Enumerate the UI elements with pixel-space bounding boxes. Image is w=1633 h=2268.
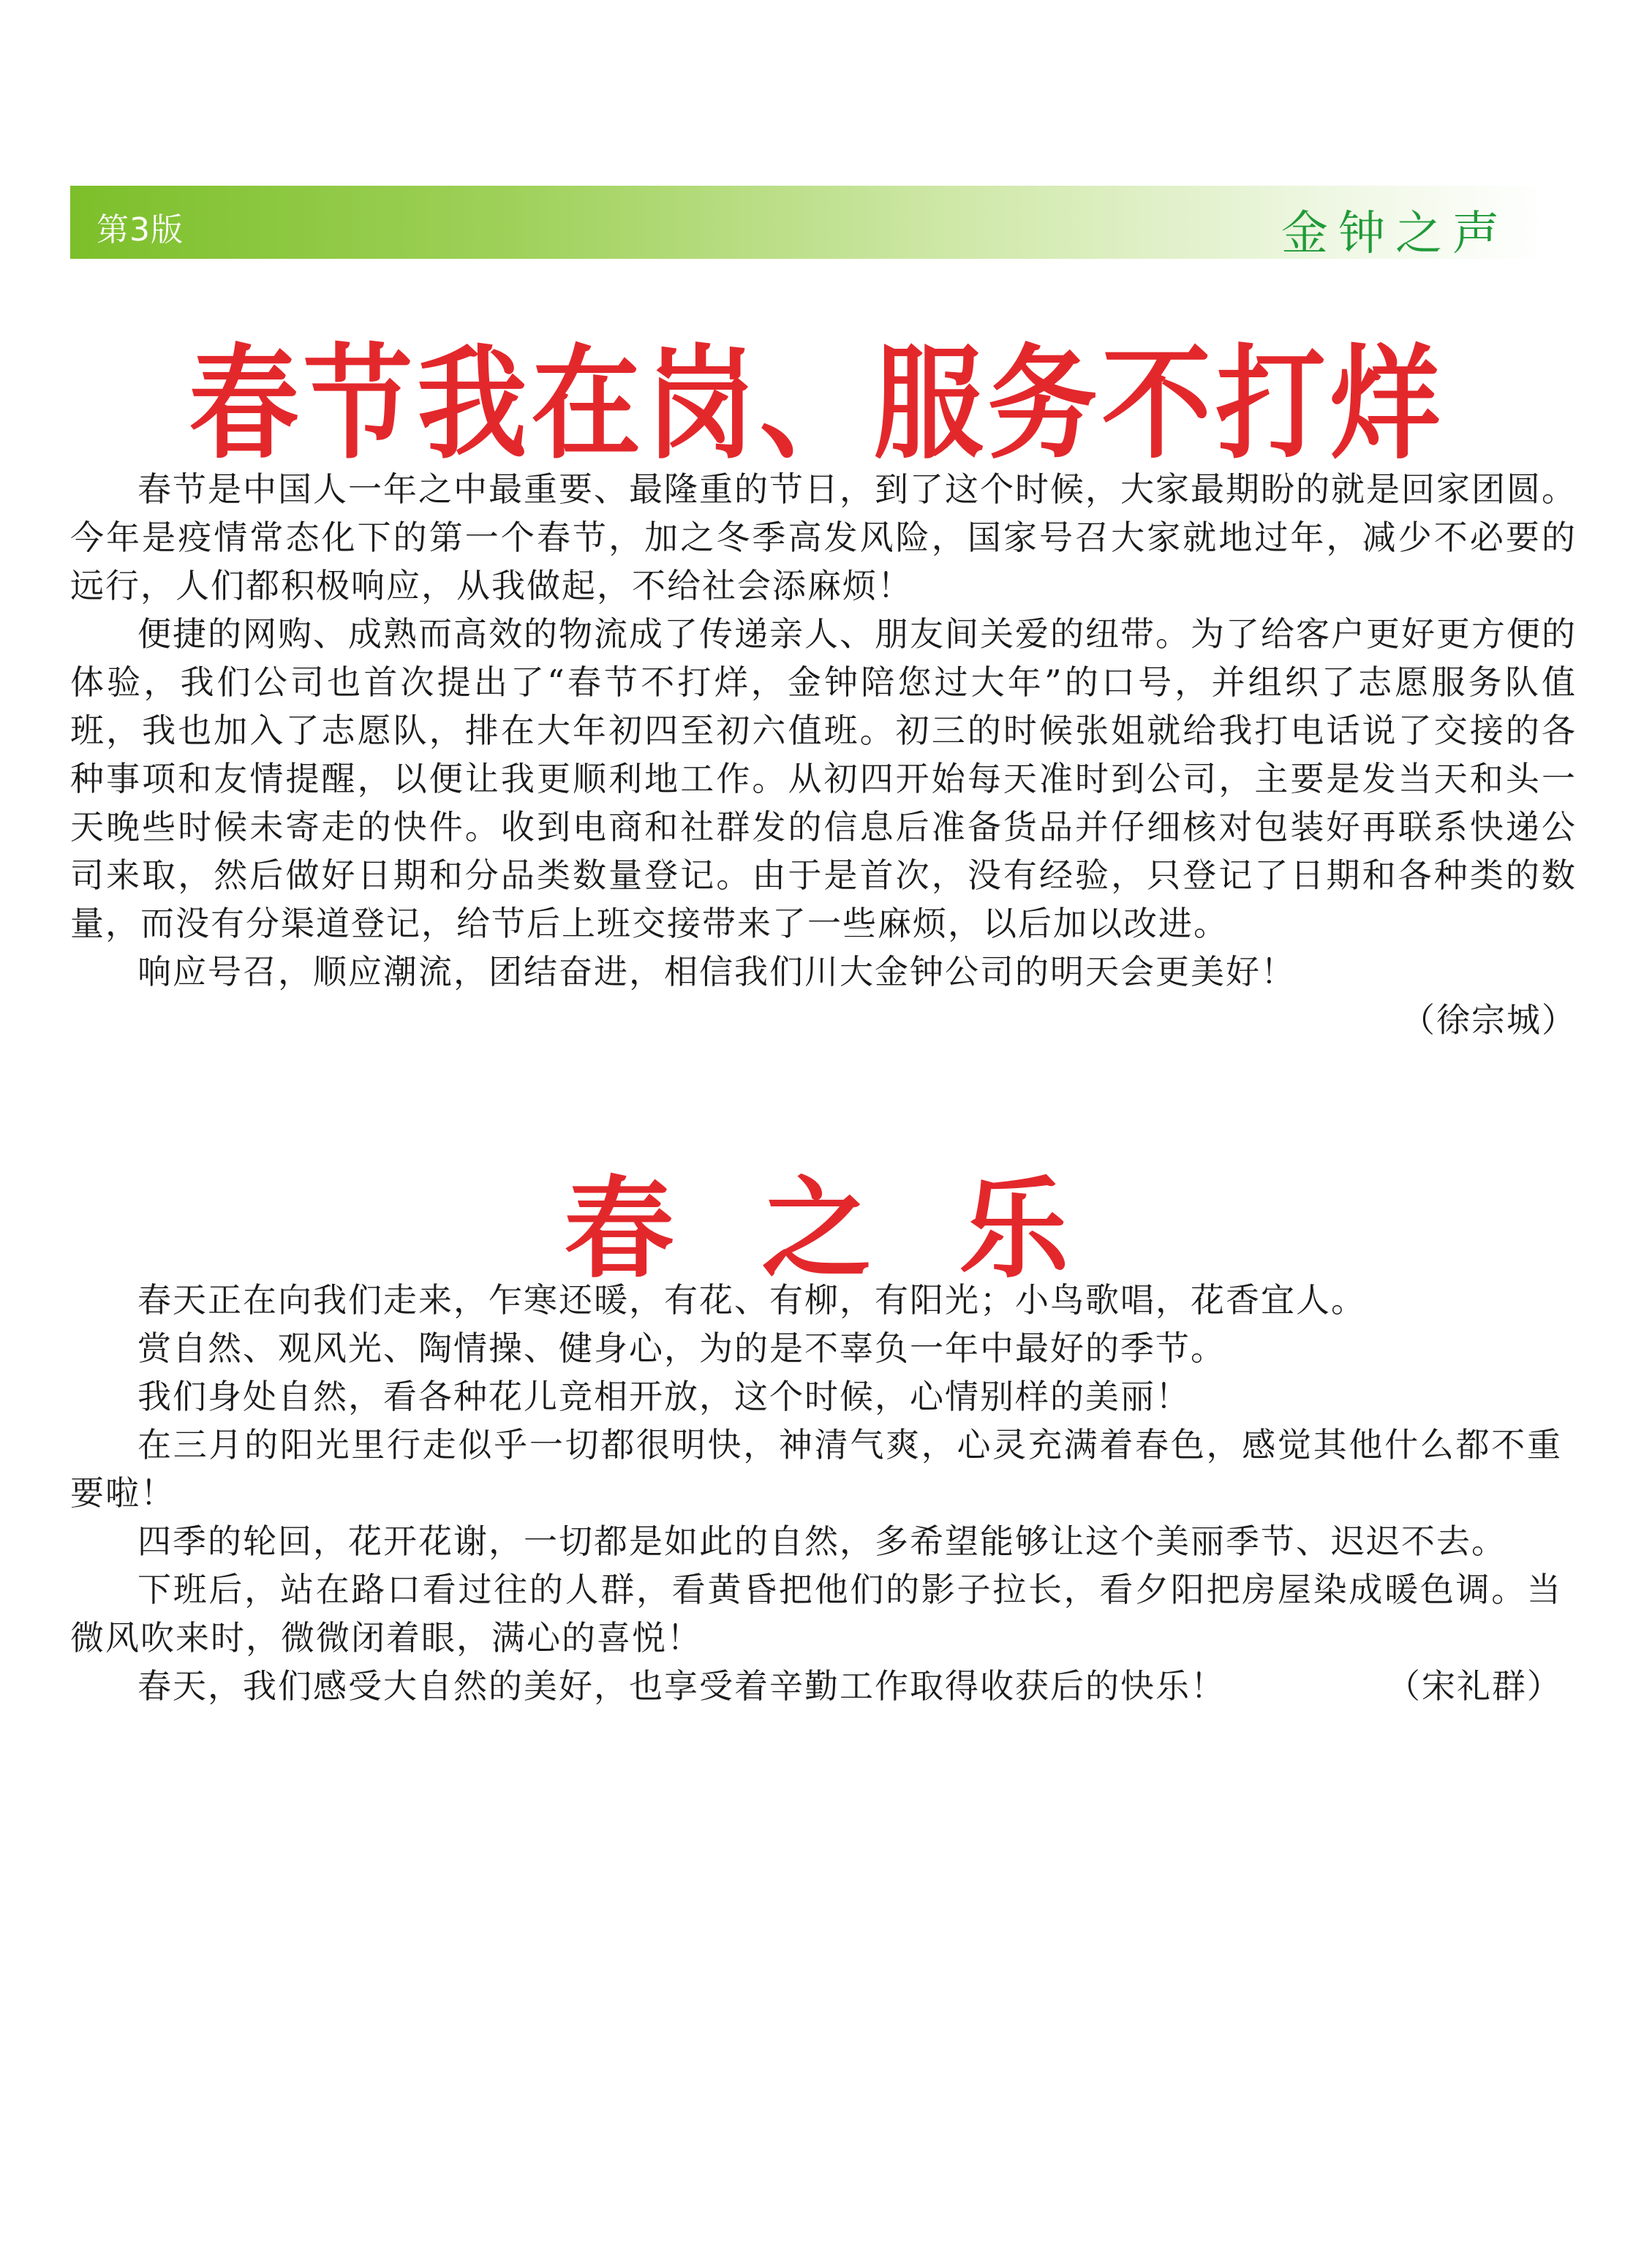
article-1-body (70, 465, 1577, 1044)
article-1-paragraph: 春节是中国人一年之中最重要、最隆重的节日，到了这个时候，大家最期盼的就是回家团圆。今年是疫情常态化下的第一个春节，加之冬季高发风险，国家号召大家就地过年，减少不必要的远行，人们都积极响应，从我做起，不给社会添麻烦！ (70, 469, 1577, 605)
article-1-paragraph: 便捷的网购、成熟而高效的物流成了传递亲人、朋友间关爱的纽带。为了给客户更好更方便的体验，我们公司也首次提出了“春节不打烊，金钟陪您过大年”的口号，并组织了志愿服务队值班，我也加入了志愿队，排在大年初四至初六值班。初三的时候张姐就给我打电话说了交接的各种事项和友情提醒，以便让我更顺利地工作。从初四开始每天准时到公司，主要是发当天和头一天晚些时候未寄走的快件。收到电商和社群发的信息后准备货品并仔细核对包装好再联系快递公司来取，然后做好日期和分品类数量登记。由于是首次，没有经验，只登记了日期和各种类的数量，而没有分渠道登记，给节后上班交接带来了一些麻烦，以后加以改进。 (70, 614, 1577, 943)
article-1-author: （徐宗城） (1401, 1000, 1577, 1040)
masthead-title: 金钟之声 (1281, 207, 1509, 261)
page-header-bar (70, 186, 1547, 259)
article-2-paragraph: 春天正在向我们走来，乍寒还暖，有花、有柳，有阳光；小鸟歌唱，花香宜人。 (137, 1280, 1366, 1320)
article-2-last-paragraph (70, 1662, 1562, 1710)
article-1-title: 春节我在岗、服务不打烊 (189, 333, 1444, 477)
article-2-title: 春之乐 (564, 1166, 1157, 1293)
article-2-body (70, 1276, 1562, 1710)
article-2-paragraph: 在三月的阳光里行走似乎一切都很明快，神清气爽，心灵充满着春色，感觉其他什么都不重要啦！ (70, 1425, 1562, 1513)
article-2-paragraph-text: 春天，我们感受大自然的美好，也享受着辛勤工作取得收获后的快乐！ (137, 1666, 1226, 1706)
article-2-paragraph: 我们身处自然，看各种花儿竞相开放，这个时候，心情别样的美丽！ (137, 1377, 1191, 1416)
article-2-author: （宋礼群） (1387, 1666, 1562, 1706)
article-2-paragraph: 赏自然、观风光、陶情操、健身心，为的是不辜负一年中最好的季节。 (137, 1328, 1226, 1368)
article-2-paragraph: 四季的轮回，花开花谢，一切都是如此的自然，多希望能够让这个美丽季节、迟迟不去。 (137, 1522, 1506, 1561)
article-2-paragraph: 下班后，站在路口看过往的人群，看黄昏把他们的影子拉长，看夕阳把房屋染成暖色调。当微风吹来时，微微闭着眼，满心的喜悦！ (70, 1570, 1562, 1657)
page-number: 第3版 (97, 211, 184, 249)
article-1-paragraph: 响应号召，顺应潮流，团结奋进，相信我们川大金钟公司的明天会更美好！ (137, 952, 1296, 991)
